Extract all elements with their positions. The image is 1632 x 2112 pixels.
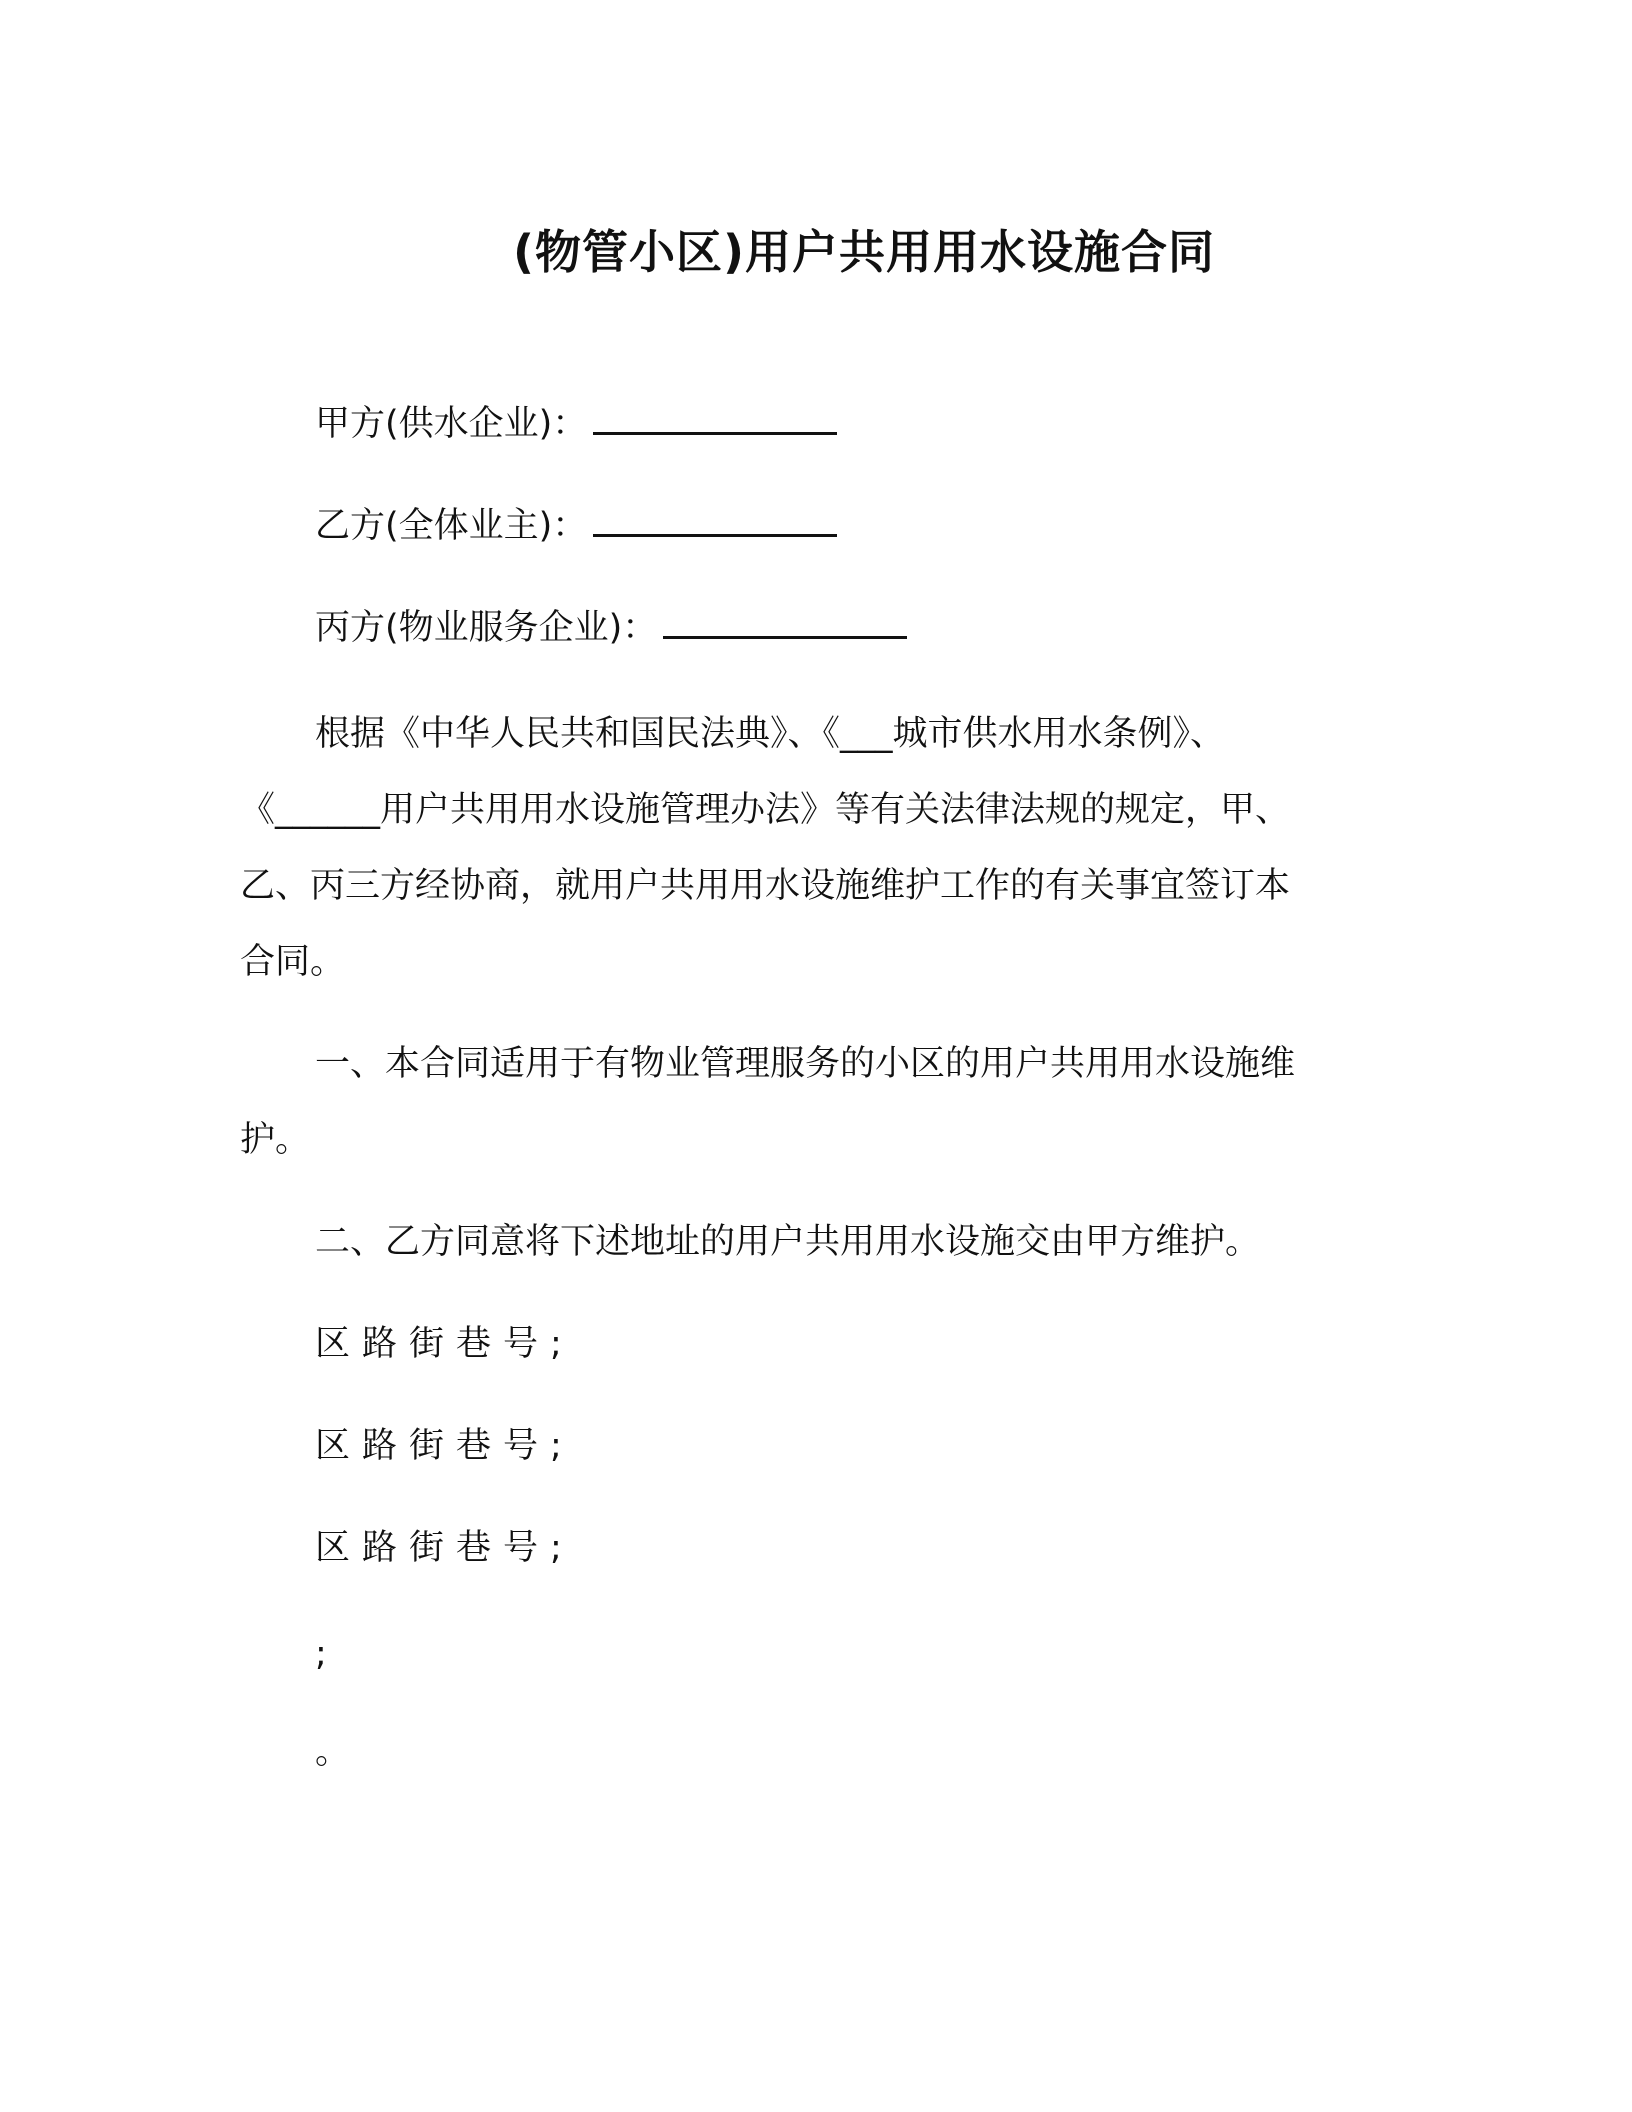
trailing-semicolon: ; <box>315 1634 327 1674</box>
party-a-blank <box>593 398 837 435</box>
trailing-period: 。 <box>315 1732 351 1772</box>
party-c-line <box>315 602 907 652</box>
party-c-label: 丙方(物业服务企业)： <box>315 608 658 648</box>
preamble-line-2: 《______用户共用用水设施管理办法》等有关法律法规的规定，甲、 <box>240 790 1291 830</box>
party-b-label: 乙方(全体业主)： <box>315 506 588 546</box>
preamble-line-3: 乙、丙三方经协商，就用户共用用水设施维护工作的有关事宜签订本 <box>240 866 1291 906</box>
clause-1-line-2: 护。 <box>240 1120 311 1160</box>
address-line-1: 区路街巷号; <box>315 1324 574 1364</box>
address-line-3: 区路街巷号; <box>315 1528 574 1568</box>
preamble-line-1: 根据《中华人民共和国民法典》、《___城市供水用水条例》、 <box>315 714 1226 754</box>
clause-1-line-1: 一、本合同适用于有物业管理服务的小区的用户共用用水设施维 <box>315 1044 1296 1084</box>
party-a-label: 甲方(供水企业)： <box>315 404 588 444</box>
party-a-line <box>315 398 837 448</box>
party-c-blank <box>663 602 907 639</box>
address-line-2: 区路街巷号; <box>315 1426 574 1466</box>
document-title: (物管小区)用户共用用水设施合同 <box>512 225 1216 279</box>
party-b-line <box>315 500 837 550</box>
preamble-line-4: 合同。 <box>240 942 346 982</box>
clause-2: 二、乙方同意将下述地址的用户共用用水设施交由甲方维护。 <box>315 1222 1261 1262</box>
party-b-blank <box>593 500 837 537</box>
